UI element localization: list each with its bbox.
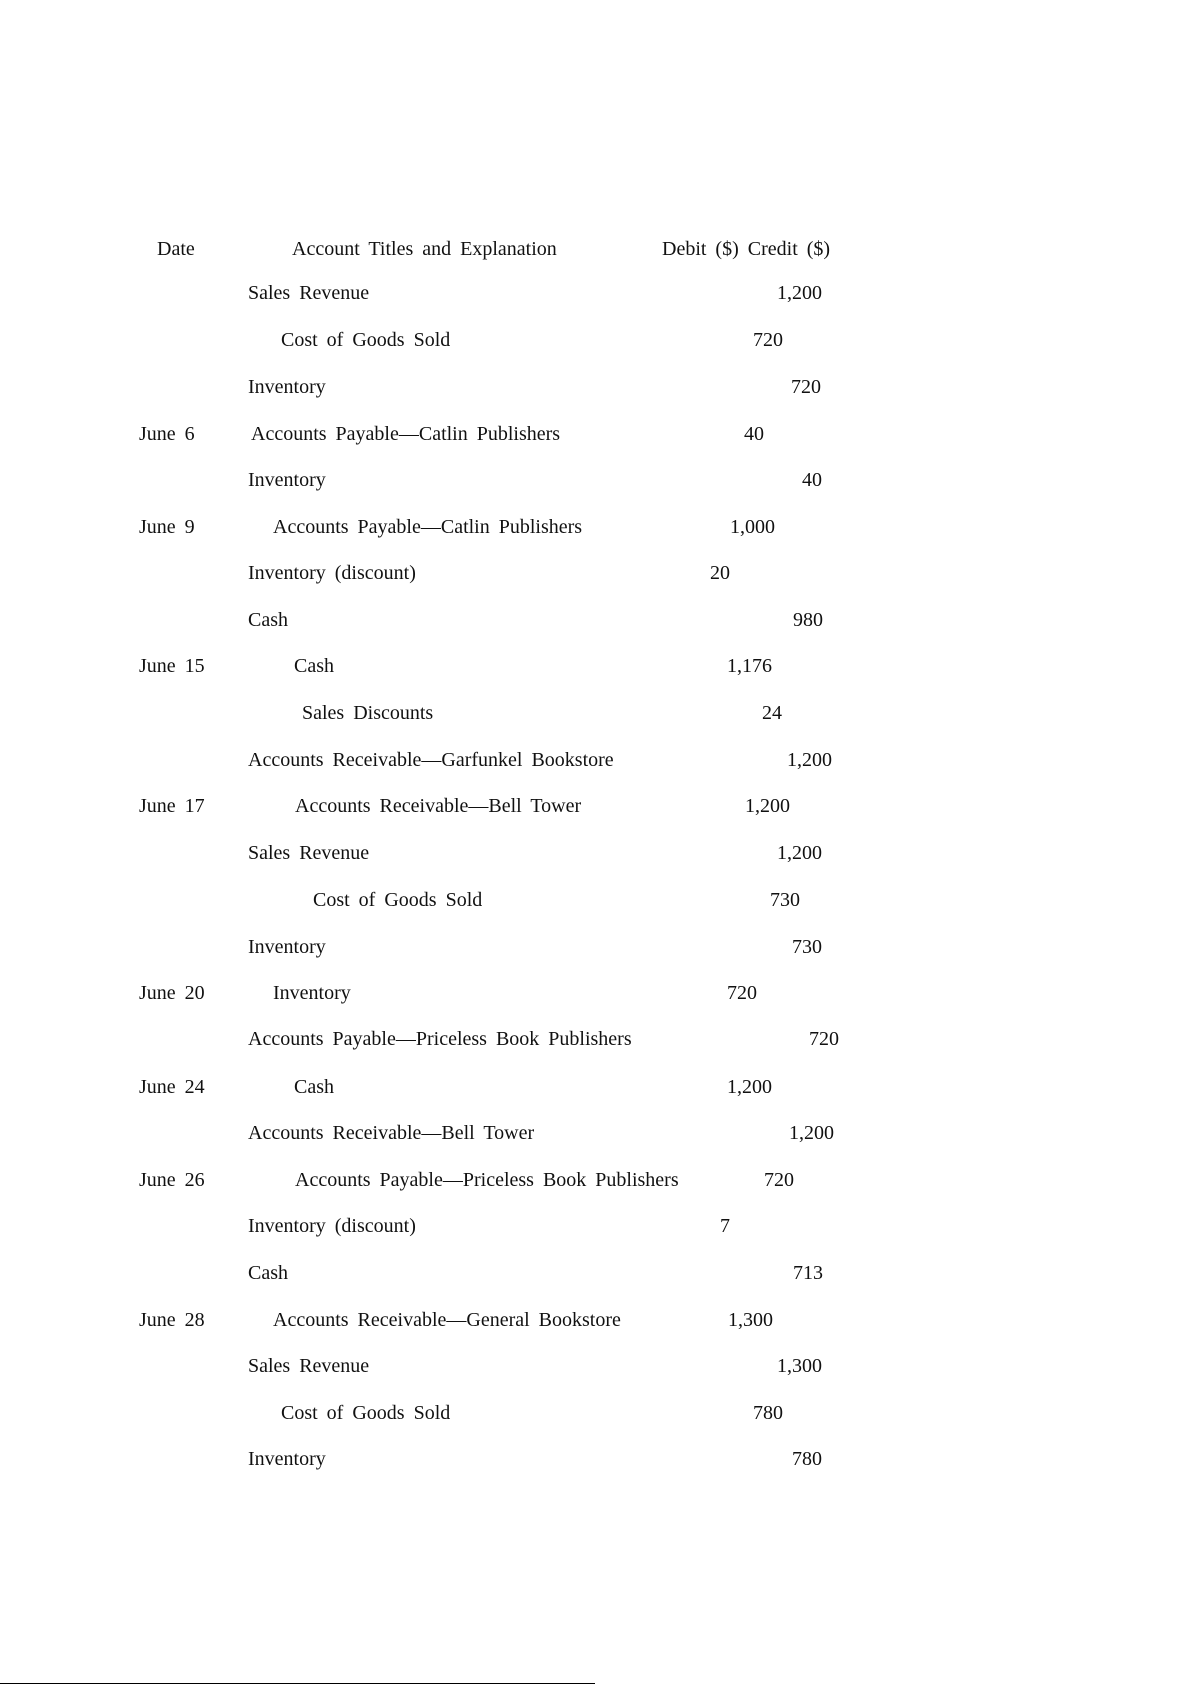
credit-amount: 1,200 [789, 1122, 834, 1144]
debit-amount: 720 [764, 1169, 794, 1191]
entry-date: June 15 [139, 655, 205, 677]
entry-date: June 26 [139, 1169, 205, 1191]
account-title: Inventory (discount) [248, 562, 416, 584]
account-title: Accounts Receivable—Bell Tower [295, 795, 582, 817]
debit-amount: 20 [710, 562, 730, 584]
entry-date: June 17 [139, 795, 205, 817]
credit-amount: 713 [793, 1262, 823, 1284]
entry-date: June 6 [139, 423, 195, 445]
entry-date: June 24 [139, 1076, 205, 1098]
account-title: Accounts Receivable—General Bookstore [273, 1309, 621, 1331]
header-date: Date [157, 238, 195, 260]
account-title: Cash [294, 1076, 334, 1098]
account-title: Cost of Goods Sold [313, 889, 483, 911]
account-title: Accounts Payable—Catlin Publishers [273, 516, 583, 538]
debit-amount: 1,000 [730, 516, 775, 538]
header-debit-credit: Debit ($) Credit ($) [662, 238, 831, 260]
account-title: Inventory [248, 376, 326, 398]
header-account-titles: Account Titles and Explanation [292, 238, 557, 260]
debit-amount: 730 [770, 889, 800, 911]
entry-date: June 28 [139, 1309, 205, 1331]
account-title: Inventory [248, 469, 326, 491]
credit-amount: 980 [793, 609, 823, 631]
account-title: Sales Discounts [302, 702, 434, 724]
debit-amount: 40 [744, 423, 764, 445]
account-title: Accounts Payable—Catlin Publishers [251, 423, 561, 445]
account-title: Cash [248, 609, 288, 631]
credit-amount: 1,300 [777, 1355, 822, 1377]
debit-amount: 1,200 [727, 1076, 772, 1098]
account-title: Cost of Goods Sold [281, 329, 451, 351]
account-title: Inventory [248, 936, 326, 958]
debit-amount: 24 [762, 702, 782, 724]
credit-amount: 720 [809, 1028, 839, 1050]
account-title: Cash [248, 1262, 288, 1284]
debit-amount: 720 [727, 982, 757, 1004]
debit-amount: 7 [720, 1215, 730, 1237]
debit-amount: 1,200 [745, 795, 790, 817]
account-title: Sales Revenue [248, 282, 370, 304]
debit-amount: 1,300 [728, 1309, 773, 1331]
account-title: Cost of Goods Sold [281, 1402, 451, 1424]
account-title: Sales Revenue [248, 1355, 370, 1377]
account-title: Inventory (discount) [248, 1215, 416, 1237]
account-title: Sales Revenue [248, 842, 370, 864]
footer-rule [0, 1683, 595, 1684]
credit-amount: 1,200 [777, 842, 822, 864]
account-title: Inventory [273, 982, 351, 1004]
debit-amount: 1,176 [727, 655, 772, 677]
credit-amount: 1,200 [787, 749, 832, 771]
credit-amount: 720 [791, 376, 821, 398]
account-title: Accounts Receivable—Garfunkel Bookstore [248, 749, 614, 771]
credit-amount: 40 [802, 469, 822, 491]
account-title: Cash [294, 655, 334, 677]
credit-amount: 1,200 [777, 282, 822, 304]
account-title: Accounts Payable—Priceless Book Publishers [248, 1028, 632, 1050]
debit-amount: 720 [753, 329, 783, 351]
credit-amount: 780 [792, 1448, 822, 1470]
entry-date: June 20 [139, 982, 205, 1004]
account-title: Inventory [248, 1448, 326, 1470]
debit-amount: 780 [753, 1402, 783, 1424]
entry-date: June 9 [139, 516, 195, 538]
credit-amount: 730 [792, 936, 822, 958]
account-title: Accounts Receivable—Bell Tower [248, 1122, 535, 1144]
account-title: Accounts Payable—Priceless Book Publishers [295, 1169, 679, 1191]
